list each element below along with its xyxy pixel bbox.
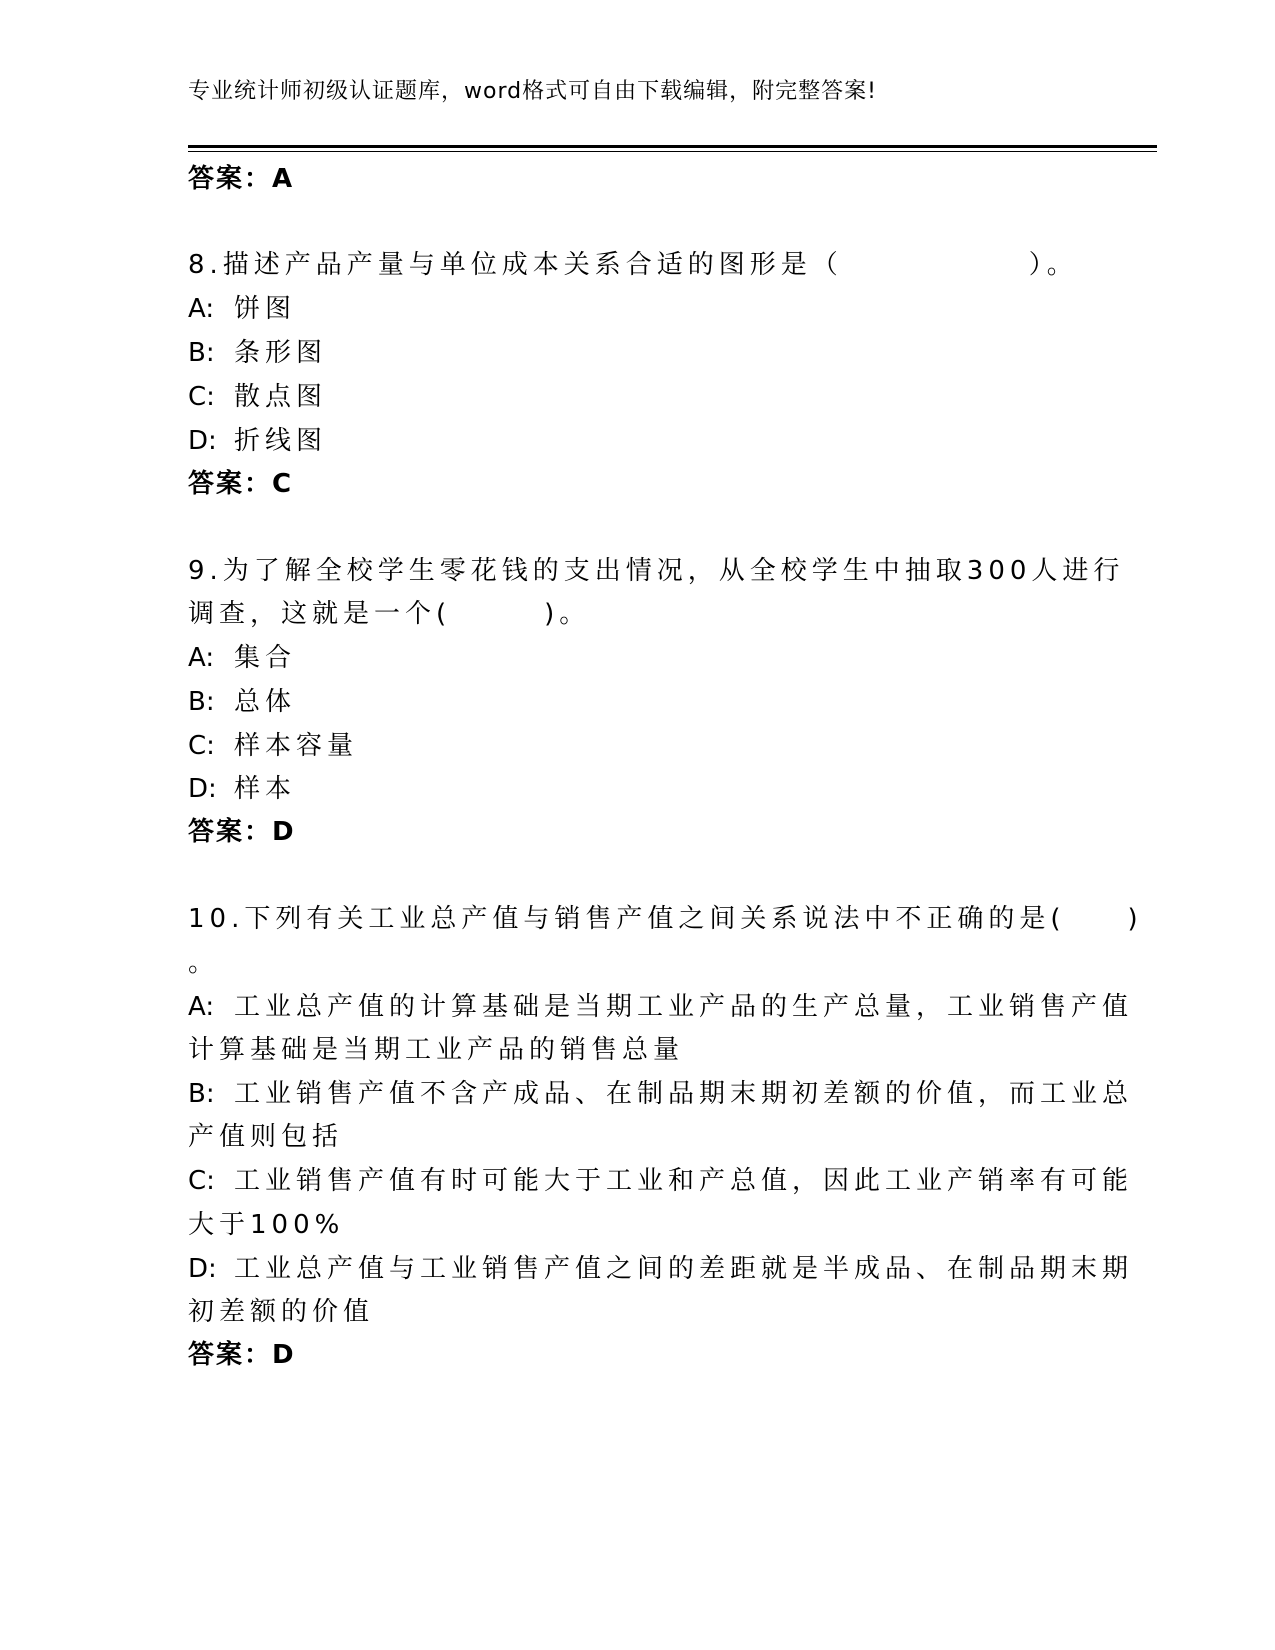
option-b <box>188 332 327 369</box>
option-text: 工业销售产值不含产成品、在制品期末期初差额的价值，而工业总 <box>234 1079 1134 1109</box>
header-divider <box>188 145 1157 148</box>
header-divider-thin <box>188 151 1157 152</box>
option-label: D: <box>188 426 217 456</box>
option-text: 折线图 <box>234 426 328 456</box>
option-label: A: <box>188 643 215 673</box>
option-b-cont: 产值则包括 <box>188 1122 344 1152</box>
option-a <box>188 288 296 325</box>
question-stem: 9.为了解全校学生零花钱的支出情况，从全校学生中抽取300人进行 <box>188 556 1125 586</box>
option-label: C: <box>188 382 215 412</box>
option-d-cont: 初差额的价值 <box>188 1297 375 1327</box>
option-text: 样本 <box>234 774 297 804</box>
previous-answer: 答案：A <box>188 164 295 194</box>
option-label: A: <box>188 294 215 324</box>
option-text: 条形图 <box>234 338 328 368</box>
option-label: D: <box>188 1254 217 1284</box>
answer: 答案：D <box>188 1340 296 1370</box>
option-label: D: <box>188 774 217 804</box>
option-text: 集合 <box>234 643 297 673</box>
option-label: C: <box>188 731 215 761</box>
option-label: B: <box>188 338 215 368</box>
question-stem: 10.下列有关工业总产值与销售产值之间关系说法中不正确的是( ) <box>188 904 1143 934</box>
answer: 答案：D <box>188 817 296 847</box>
option-text: 样本容量 <box>234 731 359 761</box>
header-text: 专业统计师初级认证题库，word格式可自由下载编辑，附完整答案! <box>188 79 877 104</box>
option-text: 工业销售产值有时可能大于工业和产总值，因此工业产销率有可能 <box>234 1166 1134 1196</box>
option-text: 饼图 <box>234 294 297 324</box>
question-stem: 8.描述产品产量与单位成本关系合适的图形是（ ）。 <box>188 250 1078 280</box>
option-c-cont: 大于100% <box>188 1210 345 1240</box>
option-text: 散点图 <box>234 382 328 412</box>
option-a <box>188 637 296 674</box>
option-b <box>188 681 296 718</box>
option-d <box>188 420 327 457</box>
option-label: B: <box>188 687 215 717</box>
option-d <box>188 768 296 805</box>
option-label: B: <box>188 1079 215 1109</box>
question-stem: 。 <box>188 948 220 978</box>
option-b <box>188 1073 1133 1110</box>
option-label: A: <box>188 992 215 1022</box>
option-text: 工业总产值的计算基础是当期工业产品的生产总量，工业销售产值 <box>234 992 1134 1022</box>
option-a <box>188 986 1133 1023</box>
option-c <box>188 376 327 413</box>
option-c <box>188 725 358 762</box>
question-stem: 调查，这就是一个( )。 <box>188 599 591 629</box>
answer: 答案：C <box>188 469 294 499</box>
option-label: C: <box>188 1166 215 1196</box>
option-d <box>188 1248 1133 1285</box>
option-a-cont: 计算基础是当期工业产品的销售总量 <box>188 1035 685 1065</box>
option-c <box>188 1160 1133 1197</box>
option-text: 工业总产值与工业销售产值之间的差距就是半成品、在制品期末期 <box>234 1254 1134 1284</box>
option-text: 总体 <box>234 687 297 717</box>
